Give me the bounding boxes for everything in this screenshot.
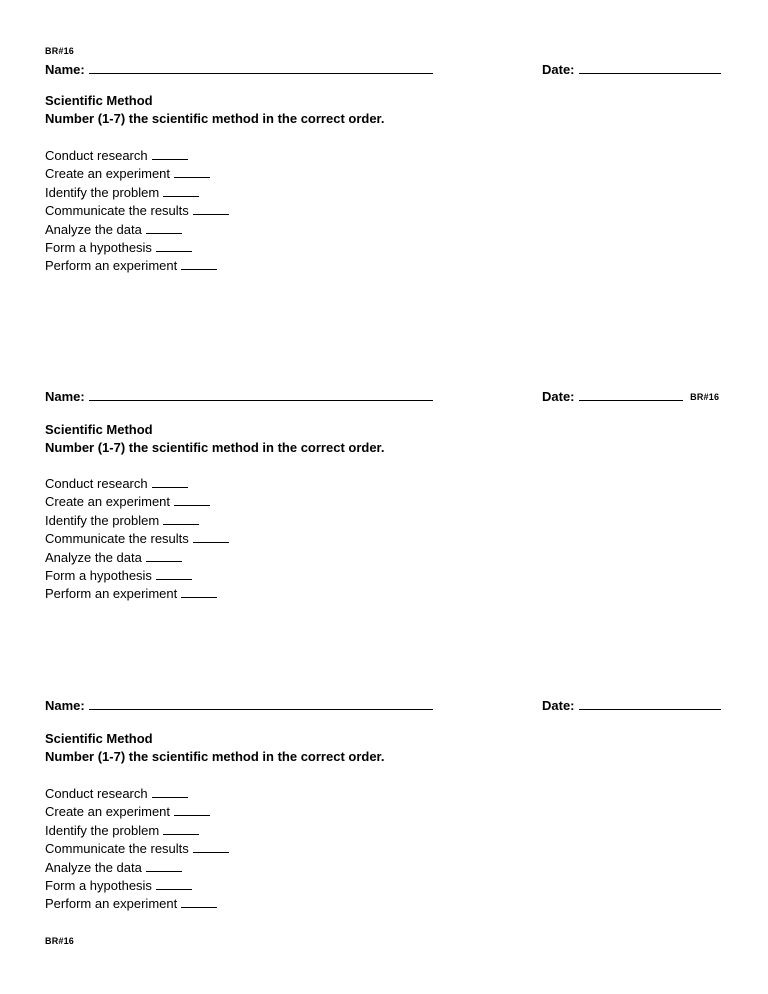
step-item bbox=[45, 239, 229, 257]
step-answer-blank[interactable] bbox=[174, 494, 210, 506]
date-blank[interactable] bbox=[579, 697, 721, 710]
header-row bbox=[45, 388, 735, 404]
step-answer-blank[interactable] bbox=[146, 860, 182, 872]
name-blank[interactable] bbox=[89, 61, 433, 74]
step-answer-blank[interactable] bbox=[156, 878, 192, 890]
date-label: Date: bbox=[542, 389, 575, 404]
step-answer-blank[interactable] bbox=[181, 258, 217, 270]
step-item bbox=[45, 895, 229, 913]
step-item bbox=[45, 257, 229, 275]
step-label: Create an experiment bbox=[45, 166, 171, 182]
step-item bbox=[45, 512, 229, 530]
step-item bbox=[45, 585, 229, 603]
step-label: Perform an experiment bbox=[45, 896, 178, 912]
step-answer-blank[interactable] bbox=[146, 222, 182, 234]
step-item bbox=[45, 785, 229, 803]
date-label: Date: bbox=[542, 698, 575, 713]
name-label: Name: bbox=[45, 389, 85, 404]
name-field bbox=[45, 388, 433, 404]
step-item bbox=[45, 147, 229, 165]
worksheet-section-1 bbox=[45, 61, 735, 291]
header-row bbox=[45, 697, 735, 713]
step-label: Communicate the results bbox=[45, 841, 189, 857]
step-item bbox=[45, 803, 229, 821]
step-item bbox=[45, 549, 229, 567]
instruction-text: Number (1-7) the scientific method in the correct order. bbox=[45, 749, 385, 764]
step-answer-blank[interactable] bbox=[193, 203, 229, 215]
step-answer-blank[interactable] bbox=[146, 550, 182, 562]
step-answer-blank[interactable] bbox=[152, 148, 188, 160]
step-item bbox=[45, 221, 229, 239]
step-answer-blank[interactable] bbox=[174, 166, 210, 178]
step-answer-blank[interactable] bbox=[152, 476, 188, 488]
step-list bbox=[45, 785, 229, 914]
step-answer-blank[interactable] bbox=[193, 531, 229, 543]
step-label: Identify the problem bbox=[45, 512, 160, 528]
section-title: Scientific Method bbox=[45, 93, 153, 108]
step-item bbox=[45, 475, 229, 493]
name-label: Name: bbox=[45, 698, 85, 713]
step-answer-blank[interactable] bbox=[152, 786, 188, 798]
step-item bbox=[45, 822, 229, 840]
step-label: Perform an experiment bbox=[45, 586, 178, 602]
name-field bbox=[45, 697, 433, 713]
section-title: Scientific Method bbox=[45, 422, 153, 437]
name-label: Name: bbox=[45, 62, 85, 77]
step-label: Form a hypothesis bbox=[45, 240, 152, 256]
step-answer-blank[interactable] bbox=[181, 896, 217, 908]
step-item bbox=[45, 530, 229, 548]
step-label: Analyze the data bbox=[45, 221, 142, 237]
step-answer-blank[interactable] bbox=[163, 823, 199, 835]
step-label: Communicate the results bbox=[45, 531, 189, 547]
step-label: Communicate the results bbox=[45, 203, 189, 219]
step-label: Create an experiment bbox=[45, 804, 171, 820]
step-answer-blank[interactable] bbox=[163, 513, 199, 525]
step-label: Form a hypothesis bbox=[45, 878, 152, 894]
worksheet-section-3 bbox=[45, 697, 735, 927]
date-blank[interactable] bbox=[579, 388, 683, 401]
step-list bbox=[45, 147, 229, 276]
step-label: Analyze the data bbox=[45, 859, 142, 875]
step-item bbox=[45, 840, 229, 858]
step-label: Identify the problem bbox=[45, 822, 160, 838]
name-field bbox=[45, 61, 433, 77]
step-item bbox=[45, 165, 229, 183]
instruction-text: Number (1-7) the scientific method in the correct order. bbox=[45, 440, 385, 455]
date-label: Date: bbox=[542, 62, 575, 77]
date-blank[interactable] bbox=[579, 61, 721, 74]
section-title: Scientific Method bbox=[45, 731, 153, 746]
step-label: Form a hypothesis bbox=[45, 568, 152, 584]
step-label: Perform an experiment bbox=[45, 258, 178, 274]
step-item bbox=[45, 859, 229, 877]
step-item bbox=[45, 877, 229, 895]
sheet-code-top: BR#16 bbox=[45, 46, 75, 56]
name-blank[interactable] bbox=[89, 388, 433, 401]
step-label: Conduct research bbox=[45, 476, 148, 491]
sheet-code-bottom: BR#16 bbox=[45, 936, 75, 946]
name-blank[interactable] bbox=[89, 697, 433, 710]
step-answer-blank[interactable] bbox=[163, 185, 199, 197]
step-item bbox=[45, 202, 229, 220]
date-field bbox=[542, 697, 721, 713]
date-field bbox=[542, 61, 721, 77]
step-answer-blank[interactable] bbox=[181, 586, 217, 598]
step-item bbox=[45, 184, 229, 202]
worksheet-section-2 bbox=[45, 388, 735, 618]
step-label: Identify the problem bbox=[45, 184, 160, 200]
step-label: Create an experiment bbox=[45, 494, 171, 510]
step-answer-blank[interactable] bbox=[193, 841, 229, 853]
step-list bbox=[45, 475, 229, 604]
step-answer-blank[interactable] bbox=[174, 804, 210, 816]
header-row bbox=[45, 61, 735, 77]
step-label: Conduct research bbox=[45, 786, 148, 801]
step-answer-blank[interactable] bbox=[156, 568, 192, 580]
date-field bbox=[542, 388, 719, 404]
step-answer-blank[interactable] bbox=[156, 240, 192, 252]
step-item bbox=[45, 567, 229, 585]
step-label: Analyze the data bbox=[45, 549, 142, 565]
sheet-code-inline: BR#16 bbox=[690, 392, 720, 402]
step-item bbox=[45, 493, 229, 511]
step-label: Conduct research bbox=[45, 148, 148, 163]
instruction-text: Number (1-7) the scientific method in the correct order. bbox=[45, 111, 385, 126]
